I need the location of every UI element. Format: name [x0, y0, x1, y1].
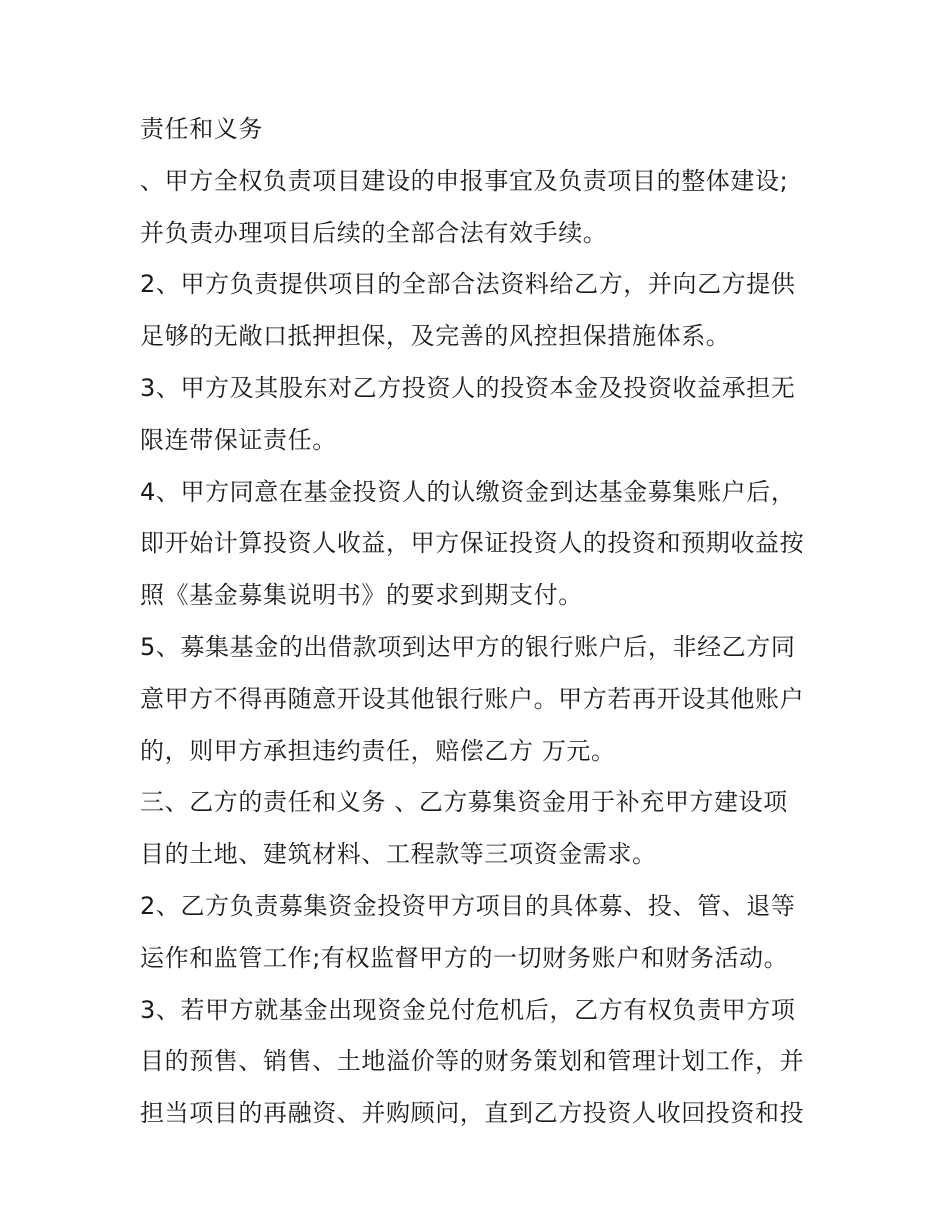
text-line: 三、乙方的责任和义务 、乙方募集资金用于补充甲方建设项 — [140, 788, 788, 817]
text-line: 3、甲方及其股东对乙方投资人的投资本金及投资收益承担无 — [140, 373, 796, 402]
text-line: 并负责办理项目后续的全部合法有效手续。 — [140, 218, 608, 247]
text-line: 5、募集基金的出借款项到达甲方的银行账户后，非经乙方同 — [140, 632, 796, 661]
text-line: 责任和义务 — [140, 115, 263, 143]
text-line: 限连带保证责任。 — [140, 425, 337, 454]
text-line: 目的土地、建筑材料、工程款等三项资金需求。 — [140, 840, 657, 869]
text-line: 足够的无敞口抵押担保，及完善的风控担保措施体系。 — [140, 322, 731, 351]
text-line: 担当项目的再融资、并购顾问，直到乙方投资人收回投资和投 — [140, 1099, 805, 1128]
text-line: 即开始计算投资人收益，甲方保证投资人的投资和预期收益按 — [140, 529, 805, 558]
text-line: 照《基金募集说明书》的要求到期支付。 — [140, 581, 583, 610]
text-line: 运作和监管工作;有权监督甲方的一切财务账户和财务活动。 — [140, 943, 789, 972]
text-line: 目的预售、销售、土地溢价等的财务策划和管理计划工作，并 — [140, 1047, 805, 1076]
document-body — [140, 104, 830, 1140]
text-line: 2、甲方负责提供项目的全部合法资料给乙方，并向乙方提供 — [140, 270, 796, 299]
text-line: 的，则甲方承担违约责任，赔偿乙方 万元。 — [140, 736, 616, 765]
text-line: 4、甲方同意在基金投资人的认缴资金到达基金募集账户后， — [140, 477, 796, 506]
text-line: 意甲方不得再随意开设其他银行账户。甲方若再开设其他账户 — [140, 684, 805, 713]
text-line: 、甲方全权负责项目建设的申报事宜及负责项目的整体建设; — [140, 166, 789, 195]
text-line: 2、乙方负责募集资金投资甲方项目的具体募、投、管、退等 — [140, 891, 796, 920]
text-line: 3、若甲方就基金出现资金兑付危机后，乙方有权负责甲方项 — [140, 995, 796, 1024]
